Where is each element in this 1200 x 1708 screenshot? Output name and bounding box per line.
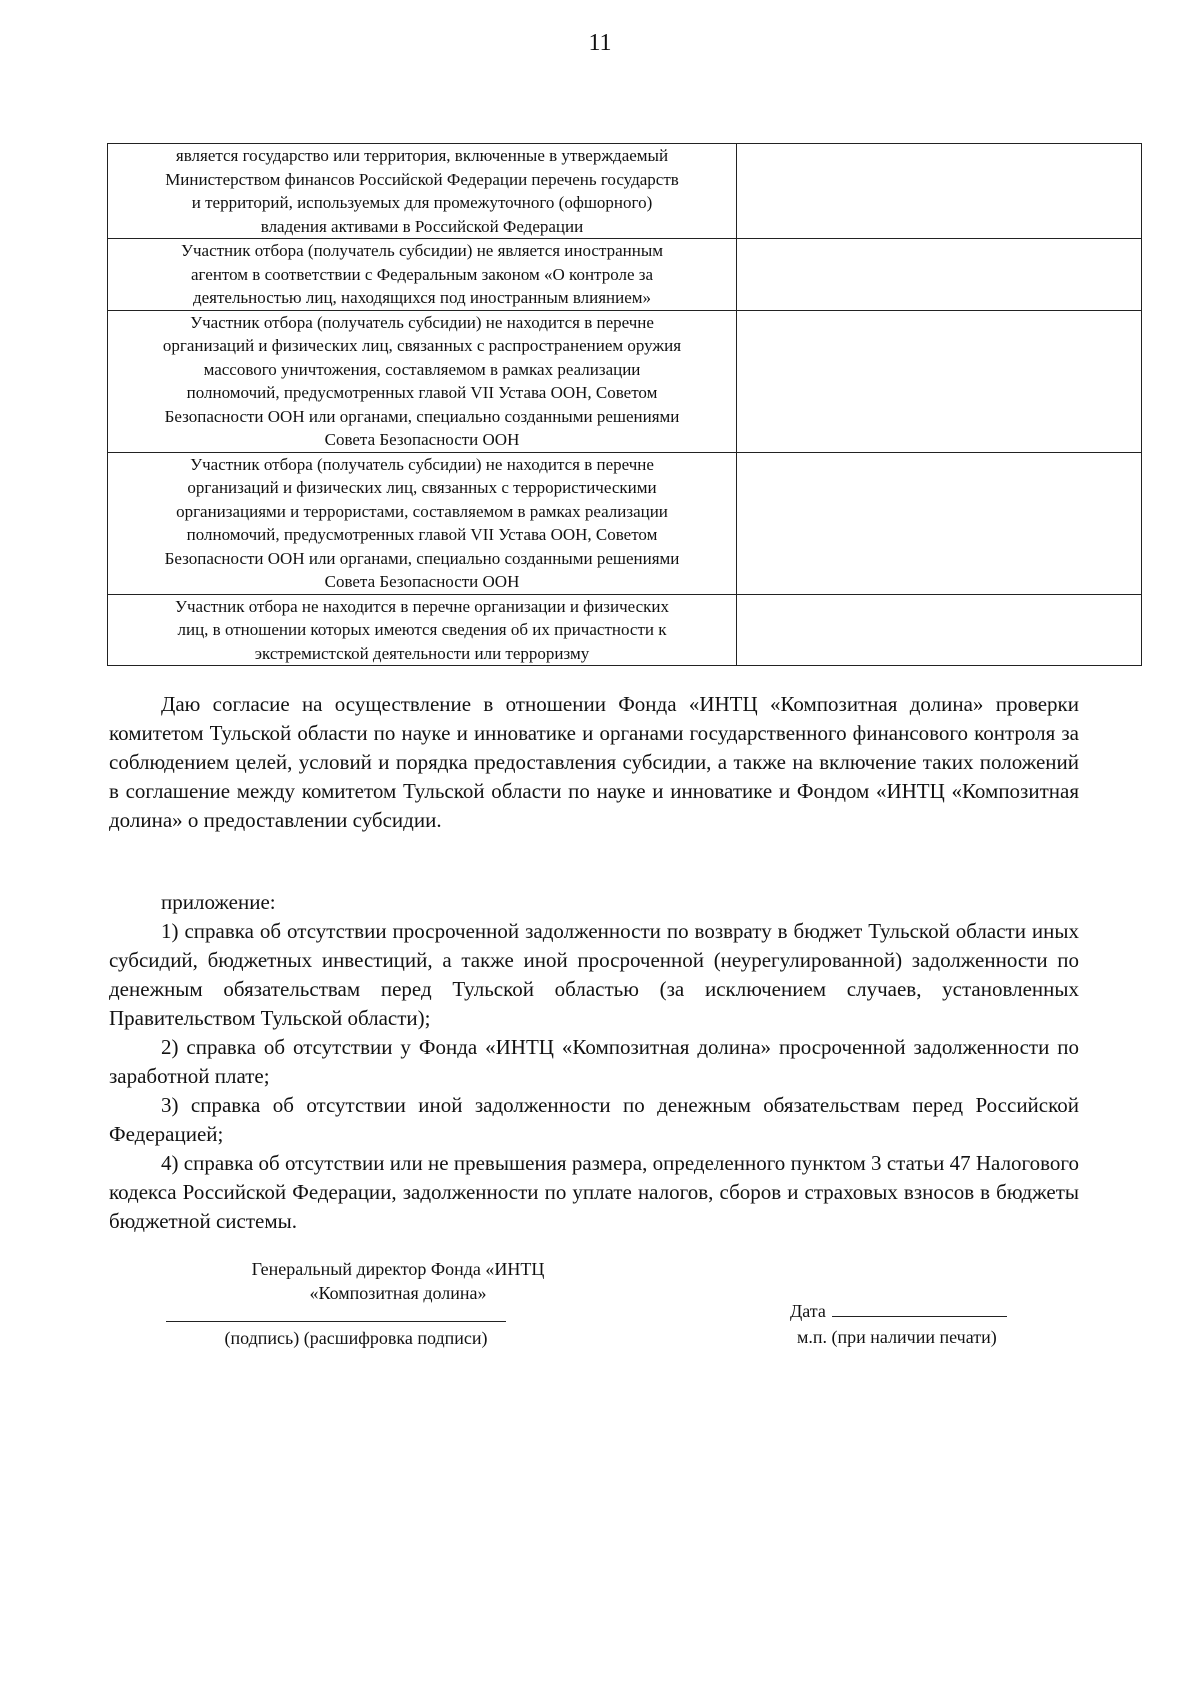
attachment-item-1: 1) справка об отсутствии просроченной задолженности по возврату в бюджет Тульской области иных субсидий, бюджетных инвестиций, а также иной просроченной (неурегулированной) задолженности по денежным обязательствам перед Тульской областью (за исключением случаев, установленных Правительством Тульской области); bbox=[109, 919, 1079, 1030]
condition-text-line: Министерством финансов Российской Федерации перечень государств bbox=[165, 169, 679, 189]
date-line bbox=[832, 1316, 1007, 1317]
condition-text-line: Совета Безопасности ООН bbox=[324, 572, 520, 591]
attachment-item-4: 4) справка об отсутствии или не превышения размера, определенного пунктом 3 статьи 47 Налогового кодекса Российской Федерации, задолженности по уплате налогов, сборов и страховых взносов в бюджеты бюджетной системы. bbox=[109, 1151, 1079, 1233]
condition-text-line: организациями и террористами, составляемом в рамках реализации bbox=[176, 501, 668, 521]
table-row bbox=[108, 144, 1142, 239]
condition-text-cell bbox=[108, 310, 737, 452]
condition-text-cell bbox=[108, 594, 737, 666]
date-field bbox=[790, 1301, 1007, 1322]
signature-caption: (подпись) (расшифровка подписи) bbox=[224, 1328, 488, 1348]
condition-text-cell bbox=[108, 144, 737, 239]
condition-text-line: массового уничтожения, составляемом в рамках реализации bbox=[203, 359, 641, 379]
stamp-caption: м.п. (при наличии печати) bbox=[797, 1327, 997, 1347]
signature-line bbox=[166, 1321, 506, 1322]
condition-text-line: Участник отбора (получатель субсидии) не находится в перечне bbox=[190, 454, 654, 474]
condition-text-cell bbox=[108, 452, 737, 594]
table-row bbox=[108, 594, 1142, 666]
condition-text-line: и территорий, используемых для промежуточного (офшорного) bbox=[191, 193, 653, 212]
date-label: Дата bbox=[790, 1301, 826, 1321]
consent-section bbox=[109, 690, 1079, 835]
condition-text-cell bbox=[108, 239, 737, 311]
condition-text-line: Участник отбора (получатель субсидии) не находится в перечне bbox=[190, 312, 654, 332]
attachments-label: приложение: bbox=[161, 890, 276, 914]
condition-text-line: агентом в соответствии с Федеральным законом «О контроле за bbox=[190, 264, 654, 284]
condition-text-line: является государство или территория, включенные в утверждаемый bbox=[175, 146, 669, 165]
signatory-title-line-1: Генеральный директор Фонда «ИНТЦ bbox=[251, 1259, 545, 1279]
signatory-title-line-2: «Композитная долина» bbox=[309, 1283, 487, 1303]
table-row bbox=[108, 452, 1142, 594]
attachment-item-3: 3) справка об отсутствии иной задолженности по денежным обязательствам перед Российской Федерацией; bbox=[109, 1093, 1079, 1146]
condition-text-line: деятельностью лиц, находящихся под иностранным влиянием» bbox=[192, 288, 652, 307]
condition-text-line: Участник отбора (получатель субсидии) не является иностранным bbox=[180, 241, 664, 260]
page-number: 11 bbox=[588, 30, 612, 56]
confirmation-cell bbox=[737, 452, 1142, 594]
confirmation-cell bbox=[737, 310, 1142, 452]
condition-text-line: Совета Безопасности ООН bbox=[324, 430, 520, 449]
confirmation-cell bbox=[737, 144, 1142, 239]
table-row bbox=[108, 239, 1142, 311]
confirmation-cell bbox=[737, 239, 1142, 311]
condition-text-line: полномочий, предусмотренных главой VII Устава ООН, Советом bbox=[186, 383, 658, 402]
conditions-table bbox=[107, 143, 1142, 666]
confirmation-cell bbox=[737, 594, 1142, 666]
condition-text-line: организаций и физических лиц, связанных с террористическими bbox=[187, 478, 657, 497]
condition-text-line: полномочий, предусмотренных главой VII Устава ООН, Советом bbox=[186, 525, 658, 544]
condition-text-line: лиц, в отношении которых имеются сведения об их причастности к bbox=[177, 620, 667, 639]
conditions-table-body bbox=[108, 144, 1142, 666]
condition-text-line: владения активами в Российской Федерации bbox=[260, 216, 584, 236]
condition-text-line: экстремистской деятельности или терроризму bbox=[254, 643, 590, 663]
condition-text-line: Участник отбора не находится в перечне организации и физических bbox=[174, 596, 670, 616]
consent-paragraph: Даю согласие на осуществление в отношении Фонда «ИНТЦ «Композитная долина» проверки комитетом Тульской области по науке и инноватике и органами государственного финансового контроля за соблюдением целей, условий и порядка предоставления субсидии, а также на включение таких положений в соглашение между комитетом Тульской области по науке и инноватике и Фондом «ИНТЦ «Композитная долина» о предоставлении субсидии. bbox=[109, 692, 1079, 832]
condition-text-line: Безопасности ООН или органами, специально созданными решениями bbox=[164, 548, 680, 568]
condition-text-line: организаций и физических лиц, связанных с распространением оружия bbox=[162, 336, 682, 355]
table-row bbox=[108, 310, 1142, 452]
signatory-title bbox=[228, 1257, 568, 1305]
attachment-item-2: 2) справка об отсутствии у Фонда «ИНТЦ «Композитная долина» просроченной задолженности по заработной плате; bbox=[109, 1035, 1079, 1088]
condition-text-line: Безопасности ООН или органами, специально созданными решениями bbox=[164, 406, 680, 426]
attachments-section bbox=[109, 888, 1079, 1236]
